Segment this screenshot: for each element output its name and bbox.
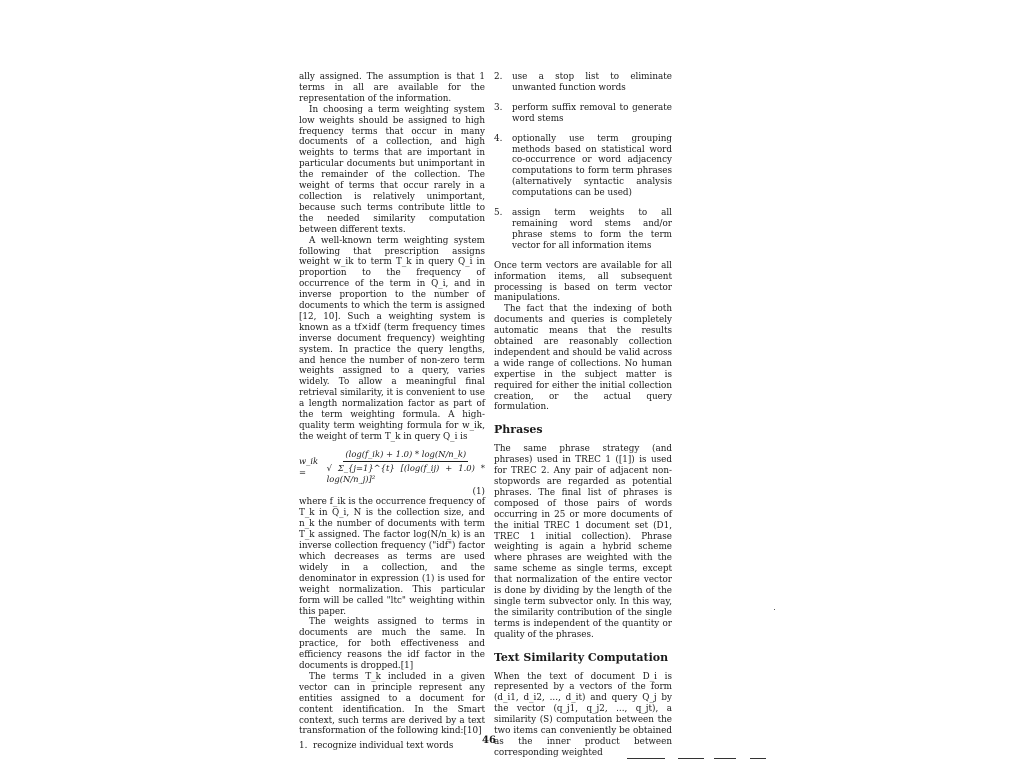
list-item-text: recognize individual text words <box>313 741 454 752</box>
list-item <box>494 72 672 94</box>
equation-lhs: w_ik = <box>299 455 319 477</box>
list-item-number: 5. <box>494 208 503 219</box>
scan-artifact-mark <box>750 758 766 759</box>
page-number: 46 <box>482 735 496 746</box>
list-item-number: 1. <box>299 741 308 752</box>
scan-artifact-mark <box>714 758 736 759</box>
scan-artifact-mark <box>627 758 665 759</box>
section-heading-phrases: Phrases <box>494 423 543 437</box>
equation-numerator: (log(f_ik) + 1.0) * log(N/n_k) <box>343 449 468 462</box>
section-heading-text-similarity: Text Similarity Computation <box>494 650 669 664</box>
equation-fraction <box>327 449 485 485</box>
list-item <box>299 741 485 752</box>
list-item <box>494 208 672 252</box>
transformation-list-continued <box>494 72 672 252</box>
list-item-text: perform suffix removal to generate word stems <box>512 102 672 124</box>
left-paragraph-6: The terms T_k included in a given vector can in principle represent any entities assigned to a document for content identification. In the Smart context, such terms are derived by a text transformation of the following kind:[10] <box>299 671 485 737</box>
list-item-number: 2. <box>494 72 503 82</box>
list-item-number: 3. <box>494 102 503 113</box>
left-column <box>299 72 485 752</box>
left-paragraph-2: In choosing a term weighting system low weights should be assigned to high frequency terms that occur in many documents of a collection, and high weights to terms that are important in particular documents but unimportant in the remainder of the collection. The weight of terms that occur rarely in a collection is relatively unimportant, because such terms contribute little to the needed similarity computation between different texts. <box>299 104 485 235</box>
list-item-number: 4. <box>494 133 503 144</box>
equation-number: (1) <box>472 486 485 497</box>
list-item-text: use a stop list to eliminate unwanted function words <box>512 72 672 93</box>
transformation-list-start <box>299 741 485 752</box>
equation-1 <box>299 449 485 485</box>
right-paragraph-1: Once term vectors are available for all information items, all subsequent processing is based on term vector manipulations. <box>494 260 672 304</box>
scan-artifact-speck <box>774 609 775 610</box>
equation-denominator: √ Σ_{j=1}^{t} [(log(f_ij) + 1.0) * log(N/n_j)]² <box>326 462 485 484</box>
right-paragraph-2: The fact that the indexing of both documents and queries is completely automatic means that the results obtained are reasonably collection independent and should be valid across a wide range of collections. No human expertise in the subject matter is required for either the initial collection creation, or the actual query formulation. <box>494 304 672 413</box>
list-item <box>494 103 672 125</box>
left-paragraph-5: The weights assigned to terms in documents are much the same. In practice, for both effectiveness and efficiency reasons the idf factor in the documents is dropped.[1] <box>299 617 485 672</box>
scan-artifact-mark <box>678 758 704 759</box>
right-paragraph-4: When the text of document D_i is represented by a vectors of the form (d_i1, d_i2, ..., d_it) and query Q_j by the vector (q_j1, q_j2, ..., q_jt), a similarity (S) computation between the two items can conveniently be obtained as the inner product between corresponding weighted <box>494 671 672 758</box>
right-paragraph-3: The same phrase strategy (and phrases) used in TREC 1 ([1]) is used for TREC 2. Any pair of adjacent non-stopwords are regarded as potential phrases. The final list of phrases is composed of those pairs of words occurring in 25 or more documents of the initial TREC 1 document set (D1, TREC 1 initial collection). Phrase weighting is again a hybrid scheme where phrases are weighted with the same scheme as single terms, except that normalization of the entire vector is done by dividing by the length of the single term subvector only. In this way, the similarity contribution of the single terms is independent of the quantity or quality of the phrases. <box>494 444 672 640</box>
left-paragraph-3: A well-known term weighting system following that prescription assigns weight w_ik to term T_k in query Q_i in proportion to the frequency of occurrence of the term in Q_i, and in inverse proportion to the number of documents to which the term is assigned [12, 10]. Such a weighting system is known as a tf×idf (term frequency times inverse document frequency) weighting system. In practice the query lengths, and hence the number of non-zero term weights assigned to a query, varies widely. To allow a meaningful final retrieval similarity, it is convenient to use a length normalization factor as part of the term weighting formula. A high-quality term weighting formula for w_ik, the weight of term T_k in query Q_i is <box>299 235 485 442</box>
left-paragraph-1: ally assigned. The assumption is that 1 terms in all are available for the representation of the information. <box>299 72 485 104</box>
list-item <box>494 134 672 199</box>
right-column <box>494 72 672 759</box>
left-paragraph-4: where f_ik is the occurrence frequency of T_k in Q_i, N is the collection size, and n_k the number of documents with term T_k assigned. The factor log(N/n_k) is an inverse collection frequency ("idf") factor which decreases as terms are used widely in a collection, and the denominator in expression (1) is used for weight normalization. This particular form will be called "ltc" weighting within this paper. <box>299 497 485 617</box>
list-item-text: assign term weights to all remaining word stems and/or phrase stems to form the term vector for all information items <box>512 208 672 251</box>
list-item-text: optionally use term grouping methods based on statistical word co-occurrence or word adjacency computations to form term phrases (alternatively syntactic analysis computations can be used) <box>512 133 672 199</box>
